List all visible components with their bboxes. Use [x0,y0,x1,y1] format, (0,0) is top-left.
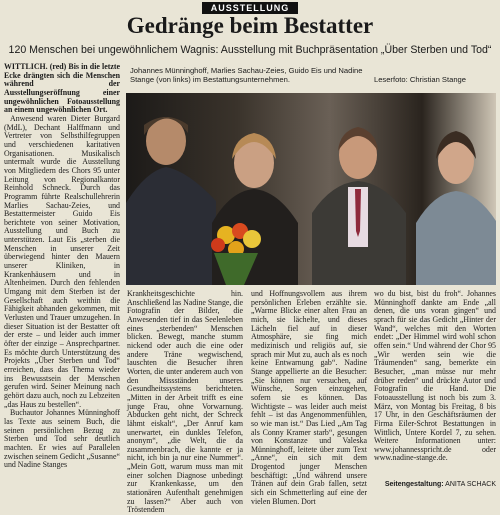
lead-text: (red) Bis in die letzte Ecke drängten sich die Menschen während der Ausstellungseröffnung einer ungewöhnlichen Fotoausstellung an einem ungewöhnlichen Ort. [4,62,120,115]
column-2-text: Krankheitsgeschichte hin. Anschließend las Nadine Stange, die Fotografin der Bilder, die Anwesenden tief in das Seelenleben eines „sterbenden“ Menschen blicken. Bewegt, manche stumm nickend oder auch die eine oder andere Träne wegwischend, lauschten die Besucher ihren Worten, die unter anderem auch von den Missständen unseres Gesundheitssystems berichteten. „Mitten in der Arbeit trifft es eine junge Frau, ohne Vorwarnung. Abducken geht nicht, der Schreck lähmt eiskalt“, „Der Anruf kam unerwartet, ein dunkles Telefon, anonym“, „die Welt, die da zusammenbrach, die kannte er ja nicht, ich bin ja nur eine Nummer“. „Mein Gott, warum muss man mit einer solchen Diagnose unbedingt zur Krankenkasse, um den stationären Aufenthalt genehmigen zu lassen?“ Aber auch von Tröstendem [127,289,243,515]
column-4-text: wo du bist, bist du froh“. Johannes Münninghoff dankte am Ende „all denen, die uns voran gingen“ und sprach für sie das Gedicht „Hinter der Wand“, welches mit den Worten endet: „Der Himmel wird wohl schon offen sein.“ Und während der Chor 95 „Wir werden sein wie die Träumenden“ sang, bemerkte ein Besucher, „man müsse nur mehr drüber reden“ und drückte Autor und Fotografin die Hand. Die Fotoausstellung ist noch bis zum 3. März, von Montag bis Freitag, 8 bis 17 Uhr, in den Geschäftsräumen der Firma Eiler-Schrot Bestattungen in Wittlich, Untere Kordel 7, zu sehen. Weitere Informationen unter: www.johannesspricht.de oder www.nadine-stange.de. [374,289,496,463]
page-design-label: Seitengestaltung: [384,481,444,488]
headline: Gedränge beim Bestatter [126,13,374,38]
column-3-text: und Hoffnungsvollem aus ihrem persönlichen Erleben erzählte sie. „Warme Blicke einer alten Frau an mich, sie lächelte, und dieses Lächeln fiel auf in dieser Atmosphäre, sie fing mich medizinisch und religiös auf, sie sprach mir Mut zu, auch als es noch keine Entwarnung gab“. Nadine Stange appellierte an die Besucher: „Sie können nur versuchen, auf Wünsche, Sorgen einzugehen, sofern sie es können. Das Wichtigste – was leider auch meist fehlt – ist das Angenommenfühlen, so wie man ist.“ Das Lied „Am Tag als Conny Kramer starb“, gesungen von Konstanze und Valeska Münninghoff, leitete über zum Text „Anne“, ein sich mit dem Drogentod junger Menschen beschäftigt: „Und während unsere Tränen auf dein Grab fallen, setzt sich ein Schmetterling auf eine der vielen Blumen. Dort [251,289,367,506]
photo-credit: Leserfoto: Christian Stange [373,75,466,84]
page-design-credit [385,481,496,488]
page-designer-name: ANITA SCHACK [445,481,496,488]
subheadline: 120 Menschen bei ungewöhnlichem Wagnis: Ausstellung mit Buchpräsentation „Über Sterben und Tod“ [8,44,492,56]
photo-caption: Johannes Münninghoff, Marlies Sachau-Zeies, Guido Eis und Nadine Stange (von links) im Bestattungsunternehmen. [130,66,363,85]
article-photo [126,63,496,285]
dateline: WITTLICH. [4,62,48,71]
article-column-1 [4,63,120,495]
column-1-paragraph-1: Anwesend waren Dieter Burgard (MdL), Dechant Halffmann und Vertreter von Selbsthilfegruppen und verschiedenen karitativen Organisationen. Musikalisch untermalt wurde die Ausstellung von Mitgliedern des Chors 95 unter Leitung von Regionalkantor Reinhold Schneck. Durch das Programm führte Realschullehrerin Marlies Sachau-Zeies, und Bestattermeister Guido Eis berichtete von seiner Motivation, Ausstellung und Buch zu unterstützen. Laut Eis „sterben die Menschen in unserer Zeit überwiegend hinter den Mauern unserer Kliniken, in Krankenhäusern und in Altenheimen. Durch den fehlenden Umgang mit dem Sterben ist der Gesellschaft auch weithin die Fähigkeit abhanden gekommen, mit Verlusten und Trauer umzugehen. In dieser Situation ist der Bestatter oft der erste – und leider auch immer öfter der einzige – Ansprechpartner. Es möchte durch Unterstützung des Projekts „Über Sterben und Tod“ erreichen, dass das Thema wieder ins Bewusstsein der Menschen gerufen wird. Seiner Meinung nach gehört dazu auch, noch zu Lebzeiten „das Haus zu bestellen“. [4,113,120,409]
column-1-paragraph-2: Buchautor Johannes Münninghoff las Texte aus seinem Buch, die seinen persönlichen Bezug zu Sterben und Tod sehr deutlich machten. Er wies auf Parallelen zwischen seinem Gedicht „Susanne“ und Nadine Stanges [4,408,120,470]
photo-caption-box [130,66,490,84]
group-photo-image [126,63,496,285]
article-column-4 [374,290,496,485]
section-rubric: AUSSTELLUNG [202,2,298,14]
article-column-3 [251,289,367,506]
article-column-2 [127,289,243,515]
